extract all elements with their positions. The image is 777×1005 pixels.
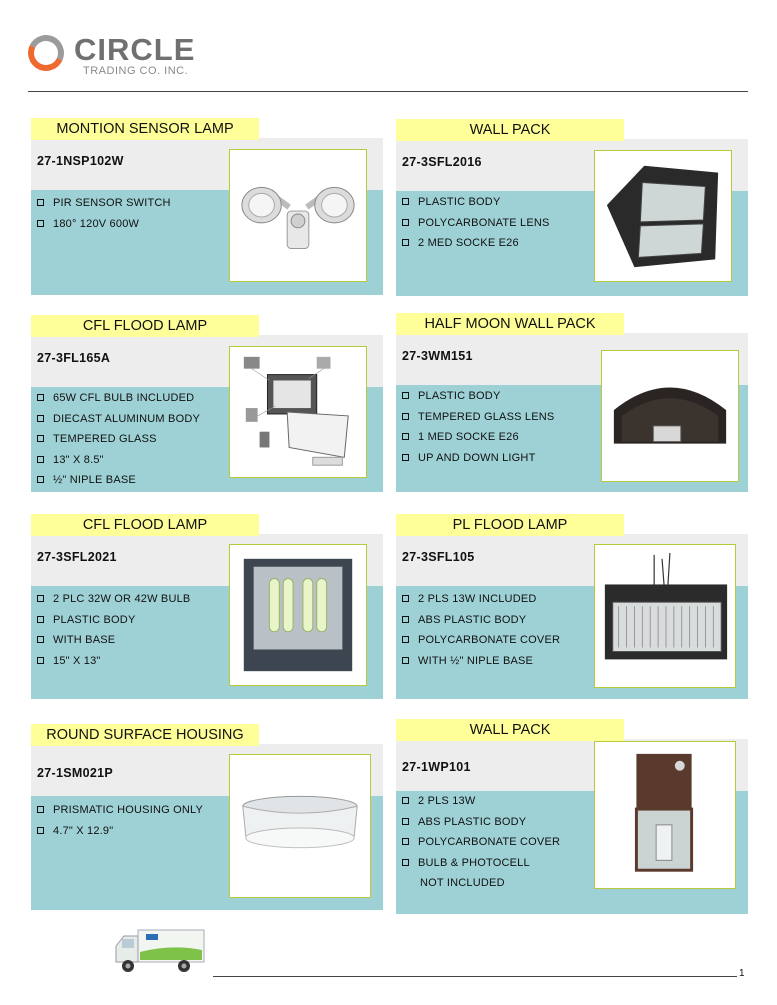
checkbox-bullet-icon: [402, 657, 409, 664]
product-code: 27-3SFL2021: [37, 550, 117, 564]
list-item: POLYCARBONATE COVER: [402, 630, 560, 651]
list-item: PLASTIC BODY: [37, 610, 190, 631]
list-item: ABS PLASTIC BODY: [402, 610, 560, 631]
product-code: 27-3SFL2016: [402, 155, 482, 169]
checkbox-bullet-icon: [37, 394, 44, 401]
list-item: PIR SENSOR SWITCH: [37, 193, 171, 214]
checkbox-bullet-icon: [402, 595, 409, 602]
list-item: 2 PLS 13W INCLUDED: [402, 589, 560, 610]
cfl-flood-lamp-photo: [229, 544, 367, 686]
list-item: ABS PLASTIC BODY: [402, 812, 560, 833]
company-logo: [28, 34, 228, 84]
pl-flood-lamp-photo: [594, 544, 736, 688]
checkbox-bullet-icon: [37, 657, 44, 664]
list-item: UP AND DOWN LIGHT: [402, 448, 554, 469]
product-card: [396, 119, 748, 296]
list-item: ½" NIPLE BASE: [37, 470, 200, 491]
round-surface-housing-photo: [229, 754, 371, 898]
product-card: [396, 719, 748, 914]
checkbox-bullet-icon: [402, 413, 409, 420]
list-item: 4.7" X 12.9": [37, 821, 203, 842]
checkbox-bullet-icon: [402, 433, 409, 440]
feature-list: [402, 386, 554, 468]
list-item: 2 MED SOCKE E26: [402, 233, 550, 254]
list-item: 2 PLS 13W: [402, 791, 560, 812]
page-number: 1: [739, 968, 745, 979]
product-card: [31, 315, 383, 492]
checkbox-bullet-icon: [402, 636, 409, 643]
product-code: 27-1WP101: [402, 760, 471, 774]
checkbox-bullet-icon: [37, 616, 44, 623]
list-item: WITH ½" NIPLE BASE: [402, 651, 560, 672]
checkbox-bullet-icon: [402, 838, 409, 845]
list-item: TEMPERED GLASS: [37, 429, 200, 450]
circle-logo-icon: [23, 30, 69, 76]
category-label: PL FLOOD LAMP: [396, 514, 624, 536]
product-card: [31, 514, 383, 699]
checkbox-bullet-icon: [402, 239, 409, 246]
list-item: 15" X 13": [37, 651, 190, 672]
product-code: 27-1SM021P: [37, 766, 113, 780]
footer-divider: [213, 976, 737, 977]
category-label: HALF MOON WALL PACK: [396, 313, 624, 335]
checkbox-bullet-icon: [402, 616, 409, 623]
list-item: TEMPERED GLASS LENS: [402, 407, 554, 428]
list-item: POLYCARBONATE LENS: [402, 213, 550, 234]
list-item: 65W CFL BULB INCLUDED: [37, 388, 200, 409]
list-item: PLASTIC BODY: [402, 192, 550, 213]
checkbox-bullet-icon: [402, 818, 409, 825]
checkbox-bullet-icon: [37, 199, 44, 206]
list-item: BULB & PHOTOCELL: [402, 853, 560, 874]
list-item: PRISMATIC HOUSING ONLY: [37, 800, 203, 821]
checkbox-bullet-icon: [402, 797, 409, 804]
motion-sensor-lamp-photo: [229, 149, 367, 282]
header-divider: [28, 91, 748, 92]
list-item: 13" X 8.5": [37, 450, 200, 471]
checkbox-bullet-icon: [37, 595, 44, 602]
checkbox-bullet-icon: [402, 198, 409, 205]
wall-pack-photo: [594, 150, 732, 282]
category-label: MONTION SENSOR LAMP: [31, 118, 259, 140]
checkbox-bullet-icon: [402, 392, 409, 399]
category-label: CFL FLOOD LAMP: [31, 514, 259, 536]
product-card: [31, 118, 383, 295]
list-item-continuation: NOT INCLUDED: [420, 877, 505, 889]
cfl-flood-lamp-diagram: [229, 346, 367, 478]
product-card: [31, 724, 383, 910]
delivery-truck-image: [112, 926, 206, 976]
list-item: PLASTIC BODY: [402, 386, 554, 407]
category-label: ROUND SURFACE HOUSING: [31, 724, 259, 746]
checkbox-bullet-icon: [37, 415, 44, 422]
list-item: DIECAST ALUMINUM BODY: [37, 409, 200, 430]
product-code: 27-3WM151: [402, 349, 473, 363]
list-item: 2 PLC 32W OR 42W BULB: [37, 589, 190, 610]
checkbox-bullet-icon: [37, 456, 44, 463]
product-code: 27-1NSP102W: [37, 154, 124, 168]
feature-list: [37, 193, 171, 234]
checkbox-bullet-icon: [402, 454, 409, 461]
feature-list: [402, 791, 560, 894]
product-code: 27-3FL165A: [37, 351, 111, 365]
checkbox-bullet-icon: [37, 435, 44, 442]
list-item: 1 MED SOCKE E26: [402, 427, 554, 448]
checkbox-bullet-icon: [37, 636, 44, 643]
checkbox-bullet-icon: [37, 476, 44, 483]
checkbox-bullet-icon: [402, 859, 409, 866]
product-card: [396, 514, 748, 699]
feature-list: [402, 589, 560, 671]
checkbox-bullet-icon: [402, 219, 409, 226]
checkbox-bullet-icon: [37, 806, 44, 813]
list-item: 180° 120V 600W: [37, 214, 171, 235]
feature-list: [402, 192, 550, 254]
mini-wall-pack-photo: [594, 741, 736, 889]
list-item: WITH BASE: [37, 630, 190, 651]
logo-name: CIRCLE: [74, 32, 196, 67]
category-label: WALL PACK: [396, 719, 624, 741]
category-label: CFL FLOOD LAMP: [31, 315, 259, 337]
logo-subtitle: TRADING CO. INC.: [83, 65, 189, 77]
feature-list: [37, 589, 190, 671]
checkbox-bullet-icon: [37, 220, 44, 227]
list-item: POLYCARBONATE COVER: [402, 832, 560, 853]
product-card: [396, 313, 748, 492]
category-label: WALL PACK: [396, 119, 624, 141]
feature-list: [37, 388, 200, 491]
feature-list: [37, 800, 203, 841]
half-moon-wall-pack-photo: [601, 350, 739, 482]
product-code: 27-3SFL105: [402, 550, 475, 564]
checkbox-bullet-icon: [37, 827, 44, 834]
